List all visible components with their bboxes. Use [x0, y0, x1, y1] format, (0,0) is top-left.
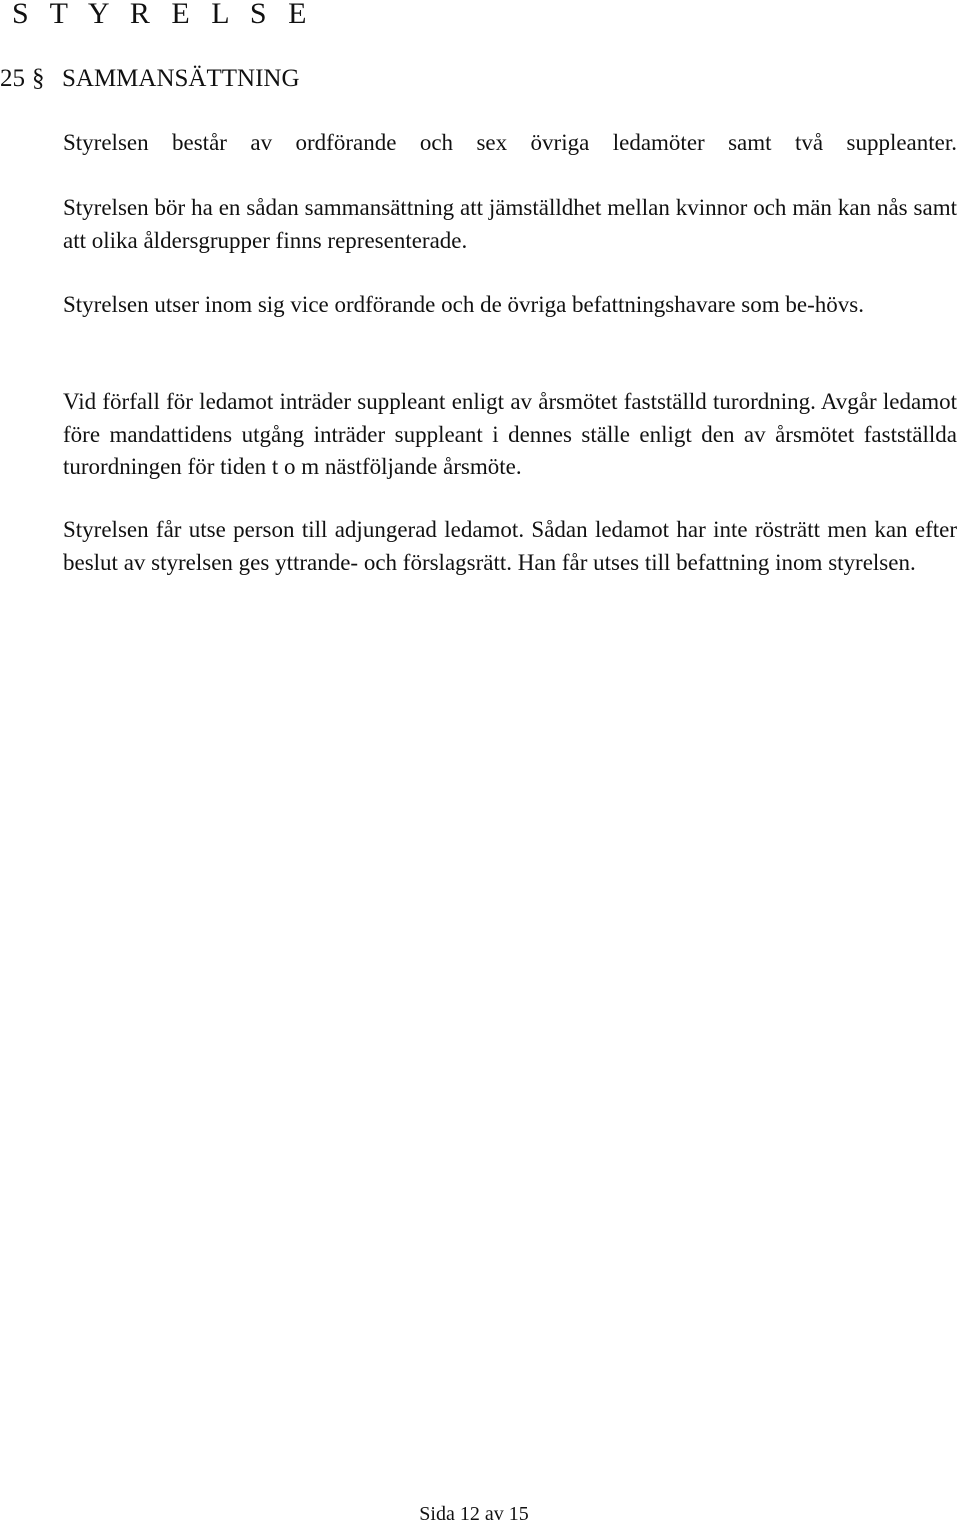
section-heading	[0, 62, 300, 96]
section-number: 25	[0, 65, 25, 92]
paragraph-co-opted-member: Styrelsen får utse person till adjungerad ledamot. Sådan ledamot har inte rösträtt men kan efter beslut av styrelsen ges yttrande- och förslagsrätt. Han får utses till befattning inom styrelsen.	[63, 517, 957, 575]
paragraph-officers: Styrelsen utser inom sig vice ordförande och de övriga befattningshavare som be-hövs.	[63, 292, 864, 317]
paragraph-equality: Styrelsen bör ha en sådan sammansättning att jämställdhet mellan kvinnor och män kan nås samt att olika åldersgrupper finns representerade.	[63, 195, 957, 253]
section-symbol: §	[32, 65, 45, 92]
page-number: Sida 12 av 15	[419, 1503, 529, 1525]
paragraph-board-composition: Styrelsen består av ordförande och sex övriga ledamöter samt två suppleanter.	[63, 130, 957, 155]
page-title: S T Y R E L S E	[12, 0, 314, 30]
paragraph-substitutes: Vid förfall för ledamot inträder suppleant enligt av årsmötet fastställd turordning. Avgår ledamot före mandattidens utgång inträder suppleant i dennes ställe enligt den av årsmötet fastställda turordningen för tiden t o m nästföljande årsmöte.	[63, 389, 957, 479]
section-title: SAMMANSÄTTNING	[62, 65, 300, 92]
